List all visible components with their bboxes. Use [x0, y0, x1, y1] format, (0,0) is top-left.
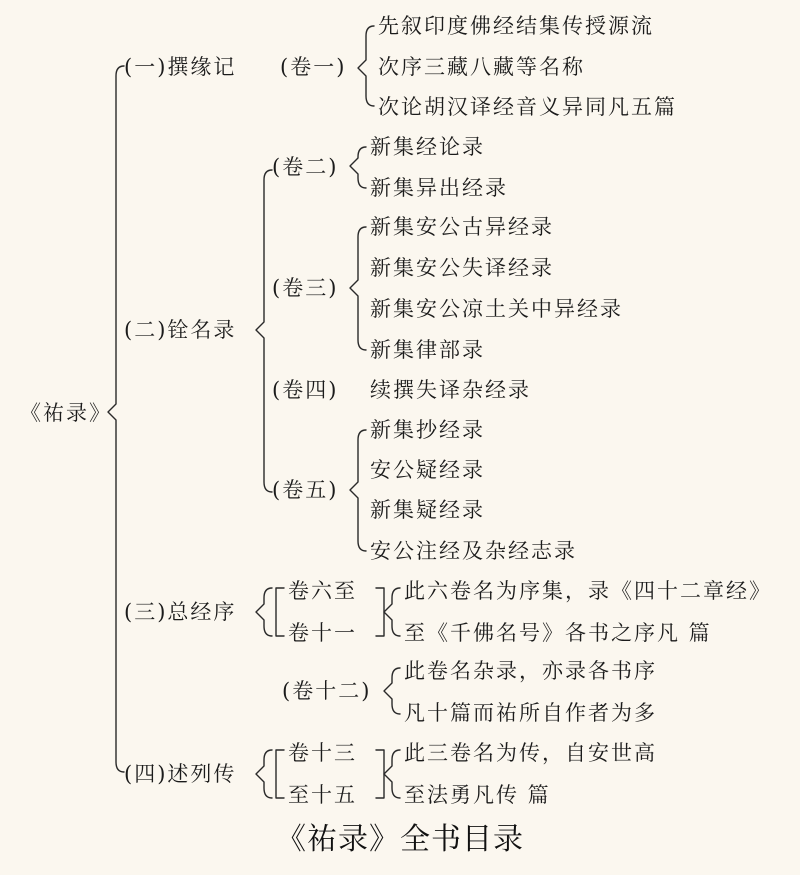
vol-13-15-brace	[384, 750, 400, 798]
section-label: (四)述列传	[124, 762, 237, 786]
list-item: 新集安公凉土关中异经录	[370, 297, 623, 321]
vol-12-brace	[384, 668, 400, 714]
section-1-brace	[358, 26, 374, 106]
section-label: (三)总经序	[124, 600, 237, 624]
section-label: (一)撰缘记	[124, 55, 237, 79]
volume-label-line: 至十五	[288, 783, 357, 807]
list-item: 此卷名杂录，亦录各书序	[404, 659, 657, 683]
list-item: 次论胡汉译经音义异同凡五篇	[378, 95, 677, 119]
vol-13-15-bracket-left	[276, 750, 284, 798]
section-2-brace	[256, 170, 272, 492]
list-item: 此六卷名为序集，录《四十二章经》	[404, 579, 772, 603]
vol-3-brace	[350, 227, 366, 350]
list-item: 安公注经及杂经志录	[370, 539, 577, 563]
figure-caption: 《祐录》全书目录	[276, 822, 524, 857]
vol-6-11-bracket-right	[376, 588, 384, 636]
list-item: 新集律部录	[370, 338, 485, 362]
list-item: 续撰失译杂经录	[370, 378, 531, 402]
list-item: 新集经论录	[370, 135, 485, 159]
vol-13-15-bracket-right	[376, 750, 384, 798]
vol-5-brace	[350, 430, 366, 551]
list-item: 至法勇凡传 篇	[404, 783, 551, 807]
list-item: 次序三藏八藏等名称	[378, 55, 585, 79]
list-item: 此三卷名为传，自安世高	[404, 741, 657, 765]
list-item: 新集安公古异经录	[370, 215, 554, 239]
list-item: 先叙印度佛经结集传授源流	[378, 14, 654, 38]
list-item: 至《千佛名号》各书之序凡 篇	[404, 621, 712, 645]
section-4-brace	[256, 750, 272, 798]
list-item: 新集疑经录	[370, 498, 485, 522]
volume-label: (卷三)	[272, 276, 339, 300]
volume-label: (卷二)	[272, 155, 339, 179]
list-item: 新集异出经录	[370, 176, 508, 200]
volume-label: (卷一)	[280, 55, 347, 79]
volume-label: (卷十二)	[282, 679, 372, 703]
volume-label-line: 卷十一	[288, 621, 357, 645]
volume-label-line: 卷六至	[288, 579, 357, 603]
list-item: 新集安公失译经录	[370, 256, 554, 280]
section-3-brace	[256, 588, 272, 636]
root-label: 《祐录》	[20, 401, 112, 425]
section-label: (二)铨名录	[124, 318, 237, 342]
volume-label: (卷四)	[272, 378, 339, 402]
list-item: 安公疑经录	[370, 458, 485, 482]
volume-label-line: 卷十三	[288, 741, 357, 765]
list-item: 凡十篇而祐所自作者为多	[404, 701, 657, 725]
list-item: 新集抄经录	[370, 418, 485, 442]
volume-label: (卷五)	[272, 478, 339, 502]
vol-6-11-brace	[384, 588, 400, 636]
vol-6-11-bracket-left	[276, 588, 284, 636]
vol-2-brace	[350, 147, 366, 188]
